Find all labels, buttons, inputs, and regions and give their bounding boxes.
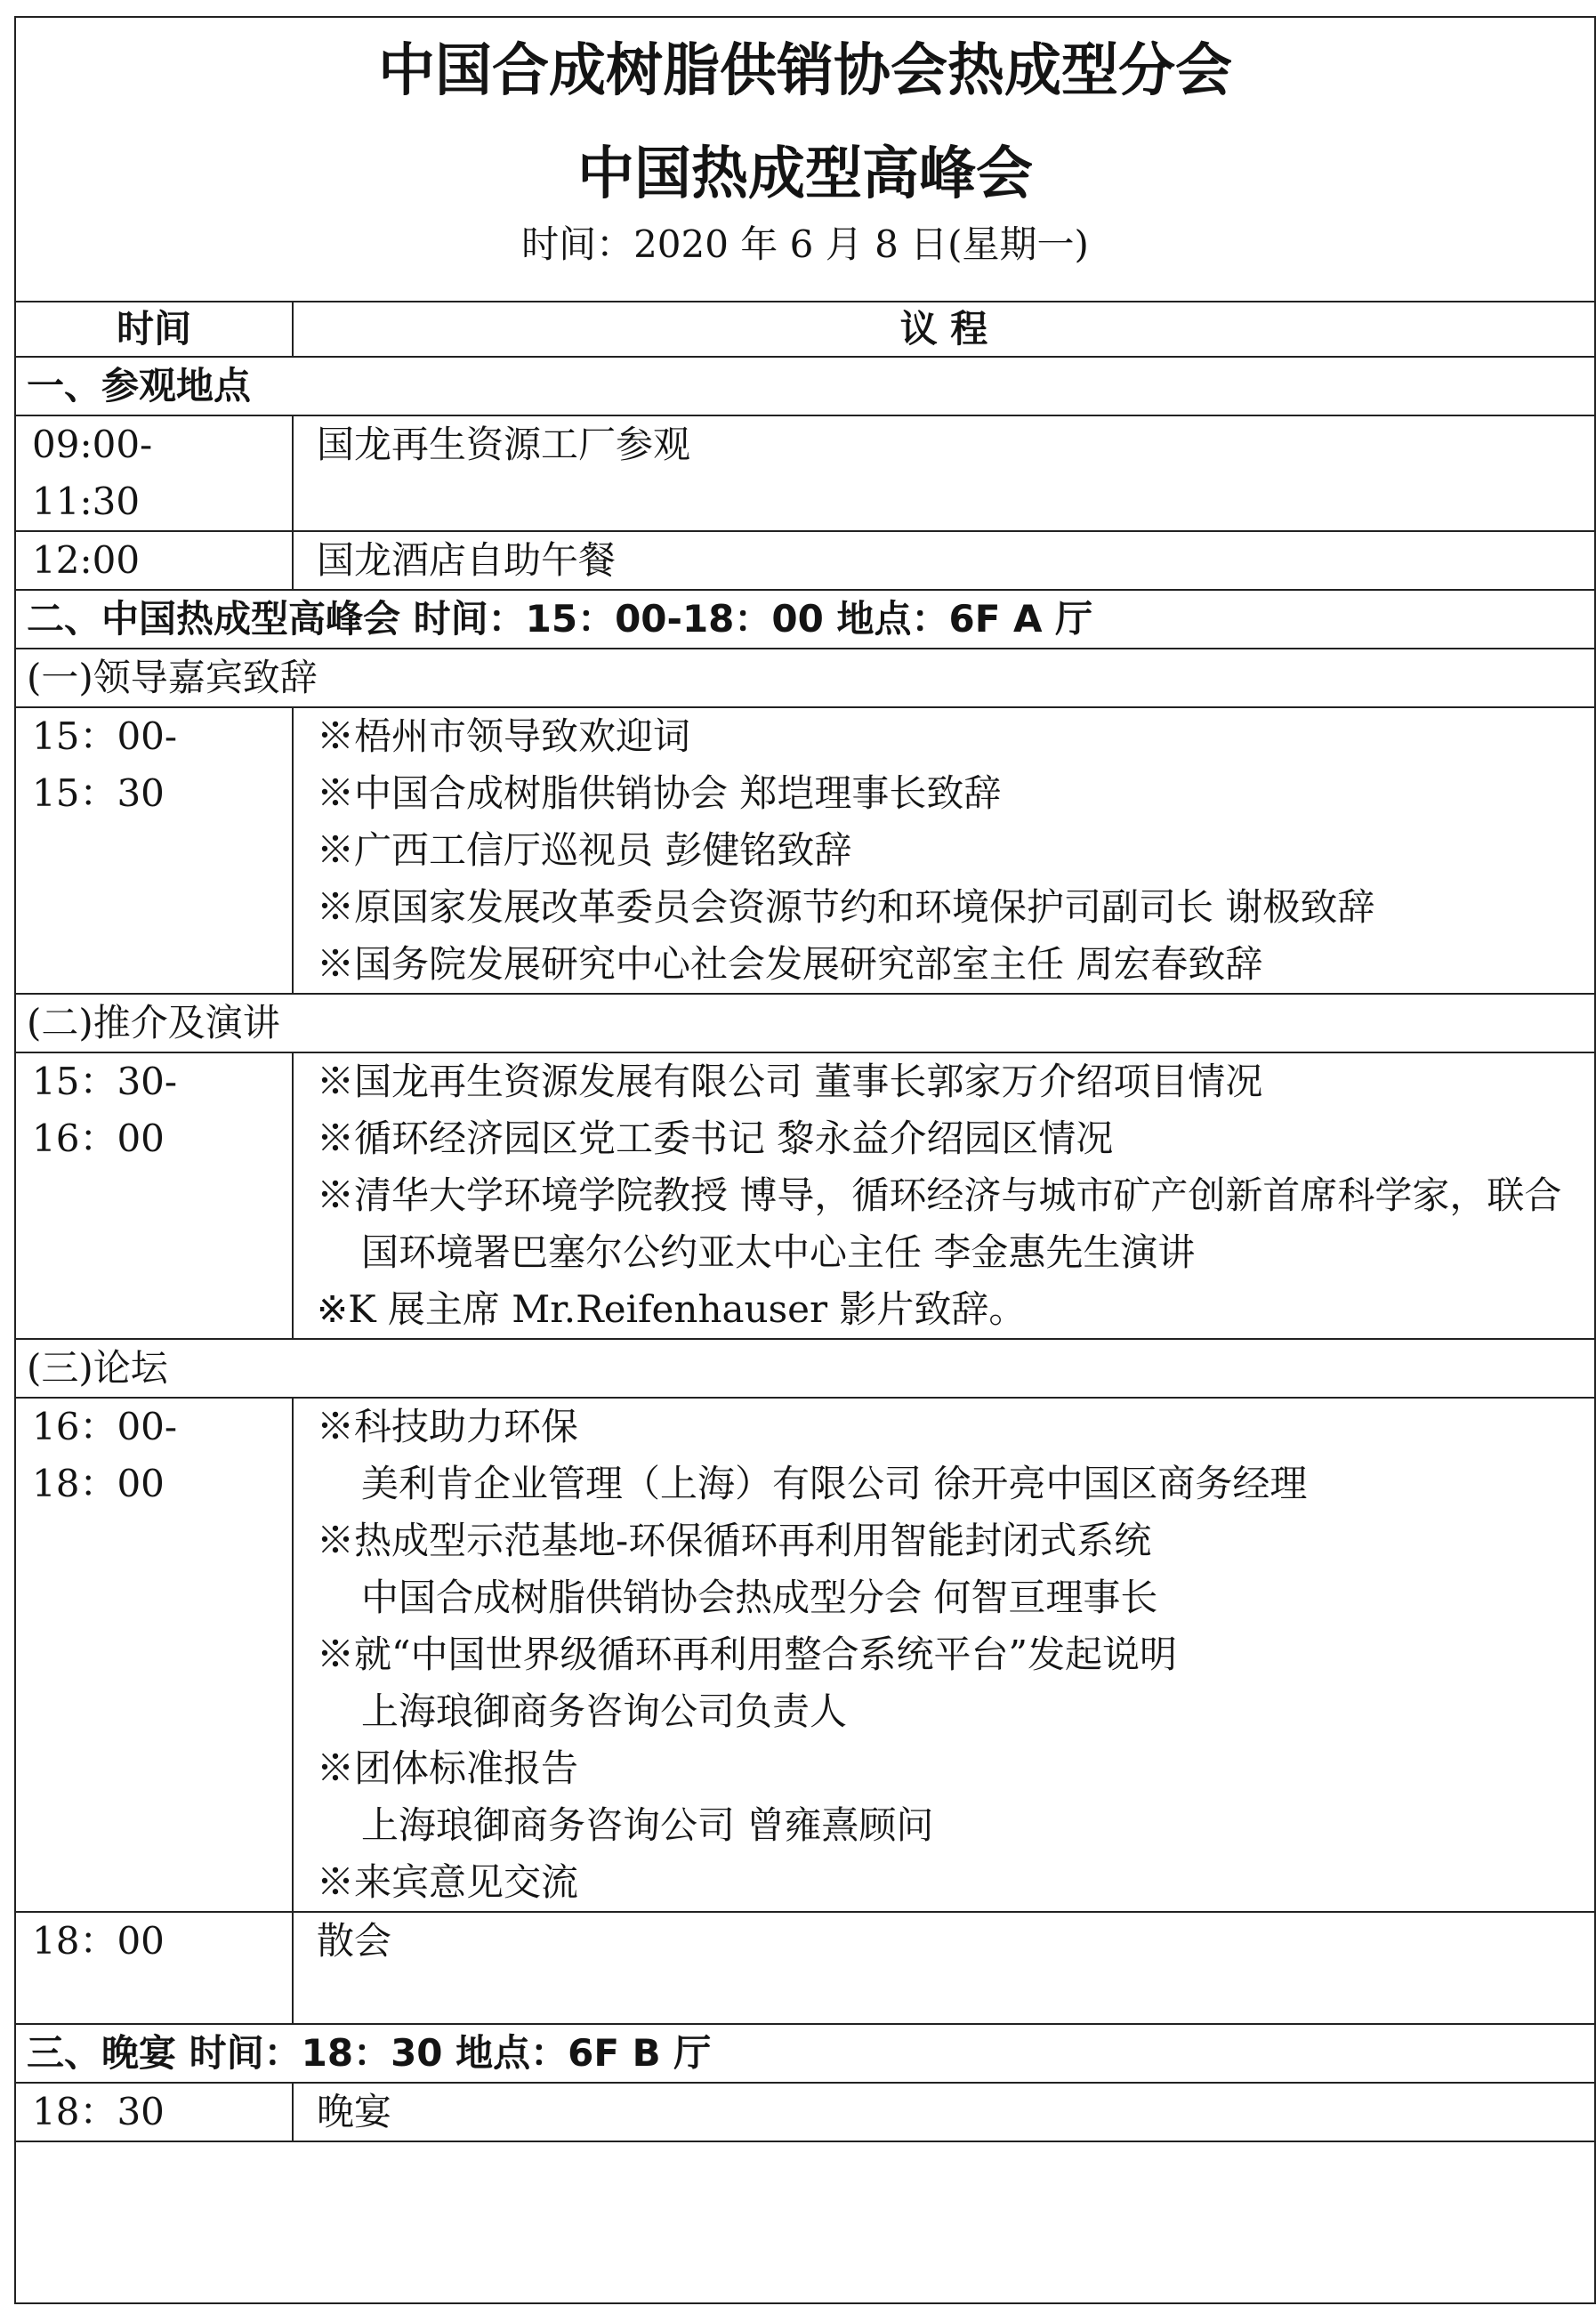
time-start: 18：30: [32, 2090, 165, 2133]
time-start: 18：00: [32, 1919, 165, 1963]
agenda-cell: [293, 1398, 1595, 1912]
agenda-cell: [293, 415, 1595, 531]
subsection-title: (二)推介及演讲: [15, 994, 1595, 1052]
header-time: 时间: [15, 302, 293, 357]
agenda-item: ※原国家发展改革委员会资源节约和环境保护司副司长 谢极致辞: [317, 885, 1375, 929]
section-title: 二、中国热成型高峰会 时间：15：00-18：00 地点：6F A 厅: [15, 590, 1595, 649]
agenda-item: ※梧州市领导致欢迎词: [317, 714, 691, 758]
time-cell: [15, 531, 293, 590]
agenda-cell: [293, 531, 1595, 590]
agenda-cell: [293, 707, 1595, 994]
agenda-cell: [293, 1052, 1595, 1339]
table-row: [15, 707, 1595, 994]
agenda-item: ※K 展主席 Mr.Reifenhauser 影片致辞。: [317, 1287, 1027, 1331]
time-start: 09:00-: [32, 423, 153, 466]
subsection-row: [15, 994, 1595, 1052]
forum-topic: ※热成型示范基地-环保循环再利用智能封闭式系统: [317, 1519, 1152, 1562]
time-end: 18：00: [32, 1462, 165, 1505]
forum-speaker: 上海琅御商务咨询公司 曾雍熹顾问: [361, 1803, 934, 1847]
table-row: [15, 1398, 1595, 1912]
time-start: 15：00-: [32, 714, 178, 758]
forum-topic: ※就“中国世界级循环再利用整合系统平台”发起说明: [317, 1633, 1177, 1676]
time-start: 12:00: [32, 538, 141, 582]
header-agenda: 议 程: [293, 302, 1595, 357]
table-row: [15, 415, 1595, 531]
agenda-item: 国龙酒店自助午餐: [317, 538, 617, 582]
forum-topic: ※团体标准报告: [317, 1746, 579, 1790]
table-row: [15, 1912, 1595, 2024]
section-row: [15, 2024, 1595, 2083]
forum-topic: ※来宾意见交流: [317, 1860, 579, 1904]
table-row: [15, 1052, 1595, 1339]
time-end: 16：00: [32, 1117, 165, 1160]
agenda-item: ※中国合成树脂供销协会 郑垲理事长致辞: [317, 771, 1002, 815]
agenda-item: 散会: [317, 1919, 392, 1963]
forum-speaker: 中国合成树脂供销协会热成型分会 何智亘理事长: [361, 1576, 1158, 1619]
agenda-item: ※广西工信厅巡视员 彭健铭致辞: [317, 828, 852, 872]
event-date: 时间：2020 年 6 月 8 日(星期一): [521, 222, 1089, 266]
table-row: [15, 531, 1595, 590]
agenda-item: ※国务院发展研究中心社会发展研究部室主任 周宏春致辞: [317, 942, 1263, 986]
subsection-row: [15, 649, 1595, 707]
forum-speaker: 上海琅御商务咨询公司负责人: [361, 1689, 848, 1733]
time-cell: [15, 415, 293, 531]
time-cell: [15, 1912, 293, 2024]
time-end: 15：30: [32, 771, 165, 815]
subsection-title: (一)领导嘉宾致辞: [15, 649, 1595, 707]
agenda-item: ※清华大学环境学院教授 博导，循环经济与城市矿产创新首席科学家，联合国环境署巴塞尔公约亚太中心主任 李金惠先生演讲: [317, 1173, 1562, 1274]
subsection-row: [15, 1339, 1595, 1398]
section-row: [15, 357, 1595, 415]
time-cell: [15, 2083, 293, 2141]
time-cell: [15, 1052, 293, 1339]
forum-topic: ※科技助力环保: [317, 1405, 579, 1448]
table-header-row: [15, 302, 1595, 357]
agenda-cell: [293, 2083, 1595, 2141]
time-cell: [15, 1398, 293, 1912]
agenda-item: 晚宴: [317, 2090, 392, 2133]
document-title: 中国合成树脂供销协会热成型分会: [378, 38, 1232, 104]
agenda-item: ※循环经济园区党工委书记 黎永益介绍园区情况: [317, 1117, 1114, 1160]
table-row: [15, 2083, 1595, 2141]
agenda-cell: [293, 1912, 1595, 2024]
document-subtitle: 中国热成型高峰会: [577, 141, 1033, 207]
section-row: [15, 590, 1595, 649]
agenda-table: [14, 301, 1596, 2142]
subsection-title: (三)论坛: [15, 1339, 1595, 1398]
time-cell: [15, 707, 293, 994]
forum-speaker: 美利肯企业管理（上海）有限公司 徐开亮中国区商务经理: [361, 1462, 1308, 1505]
time-start: 15：30-: [32, 1060, 178, 1103]
time-start: 16：00-: [32, 1405, 178, 1448]
agenda-document: [14, 16, 1596, 2304]
section-title: 三、晚宴 时间：18：30 地点：6F B 厅: [15, 2024, 1595, 2083]
agenda-item: 国龙再生资源工厂参观: [317, 423, 691, 466]
time-end: 11:30: [32, 480, 141, 523]
agenda-item: ※国龙再生资源发展有限公司 董事长郭家万介绍项目情况: [317, 1060, 1263, 1103]
section-title: 一、参观地点: [15, 357, 1595, 415]
